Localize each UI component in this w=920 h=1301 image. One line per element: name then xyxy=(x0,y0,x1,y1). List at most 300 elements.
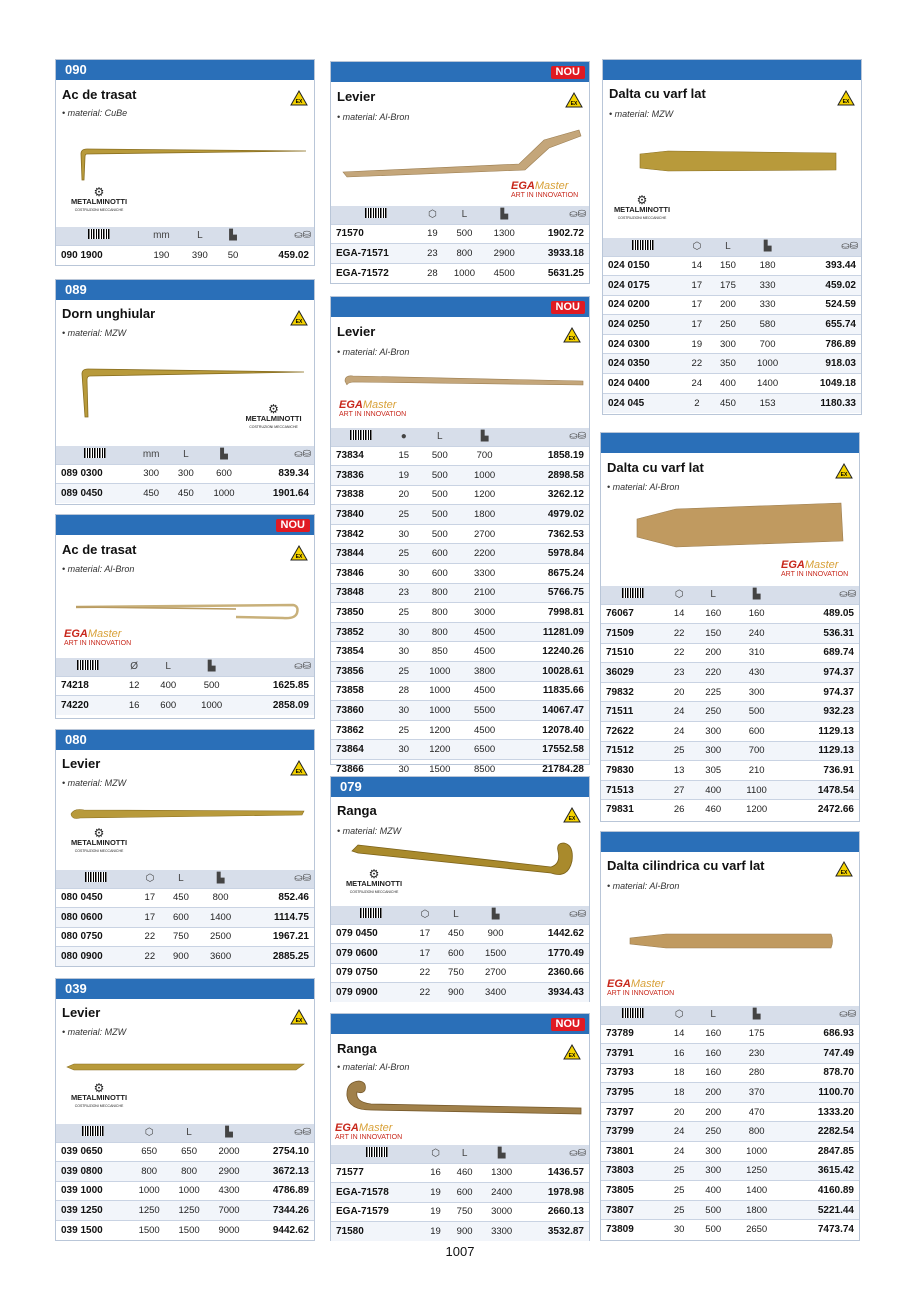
price-value: 11835.66 xyxy=(542,685,584,697)
table-row xyxy=(331,1183,589,1203)
length-value: 600 xyxy=(431,567,448,579)
table-row xyxy=(331,944,589,964)
size-value: 30 xyxy=(398,764,410,776)
table-row xyxy=(603,256,861,276)
card-header xyxy=(601,433,859,453)
length-value: 850 xyxy=(431,646,448,658)
size-value: 24 xyxy=(673,1145,685,1157)
product-card-dalta-cilindrica xyxy=(600,831,860,1241)
product-card-089 xyxy=(55,279,315,505)
weight-value: 175 xyxy=(748,1028,765,1040)
length-value: 800 xyxy=(431,607,448,619)
weight-icon: ▙ xyxy=(225,1127,233,1139)
card-header xyxy=(331,62,589,82)
crowbar-albron-image xyxy=(341,1076,586,1122)
table-row xyxy=(601,1220,859,1240)
group-code: 039 xyxy=(65,981,87,996)
weight-value: 6500 xyxy=(474,744,496,756)
article-code: 73836 xyxy=(336,469,364,481)
weight-value: 600 xyxy=(216,468,232,480)
size-value: 25 xyxy=(673,1185,685,1197)
weight-value: 1000 xyxy=(474,469,496,481)
brand-ega: EGA xyxy=(339,399,363,411)
table-row xyxy=(603,334,861,354)
card-header xyxy=(56,280,314,300)
article-code: 71510 xyxy=(606,647,634,659)
table-row xyxy=(56,484,314,504)
brand-master: Master xyxy=(358,1122,393,1134)
price-value: 524.59 xyxy=(825,299,856,311)
chisel-image xyxy=(638,148,838,174)
ega-master-logo xyxy=(64,630,131,648)
product-card-ac-albron xyxy=(55,514,315,719)
brand-sub: COSTRUZIONI MECCANICHE xyxy=(249,425,298,429)
weight-icon: ▙ xyxy=(229,230,237,242)
ex-label: EX xyxy=(295,554,303,560)
size-value: 1500 xyxy=(138,1224,160,1236)
ex-label: EX xyxy=(570,101,578,107)
spec-table xyxy=(601,1006,859,1240)
weight-value: 900 xyxy=(487,928,504,940)
article-code: 079 0750 xyxy=(336,967,378,979)
length-value: 500 xyxy=(431,489,448,501)
table-row xyxy=(331,466,589,486)
article-code: 039 1500 xyxy=(61,1224,103,1236)
size-value: 20 xyxy=(398,489,410,501)
size-value: 18 xyxy=(673,1067,685,1079)
price-value: 2858.09 xyxy=(272,700,309,712)
coins-icon: ⛀⛁ xyxy=(294,661,311,673)
product-material: • material: MZW xyxy=(609,109,674,119)
size-value: 24 xyxy=(673,725,685,737)
weight-value: 330 xyxy=(759,299,776,311)
brand-ega: EGA xyxy=(64,628,88,640)
product-material: • material: CuBe xyxy=(62,108,128,118)
table-row xyxy=(603,295,861,315)
weight-icon: ▙ xyxy=(220,449,228,461)
size-value: 28 xyxy=(398,685,410,697)
table-row xyxy=(601,780,859,800)
size-value: 19 xyxy=(430,1226,441,1238)
weight-value: 370 xyxy=(748,1087,765,1099)
col-diameter: Ø xyxy=(130,661,139,673)
price-value: 393.44 xyxy=(825,260,856,272)
weight-value: 1800 xyxy=(474,509,496,521)
size-value: 30 xyxy=(673,1224,685,1236)
ex-label: EX xyxy=(295,99,303,105)
ex-warning-icon xyxy=(835,463,853,479)
size-value: 14 xyxy=(673,608,685,620)
article-code: 039 0650 xyxy=(61,1146,103,1158)
table-row xyxy=(331,244,589,264)
weight-value: 240 xyxy=(748,627,765,639)
article-code: 71580 xyxy=(336,1226,364,1238)
coins-icon: ⛀⛁ xyxy=(839,1009,856,1021)
table-row xyxy=(331,1202,589,1222)
length-value: 500 xyxy=(431,450,448,462)
table-row xyxy=(331,622,589,642)
length-value: 600 xyxy=(448,947,464,959)
length-value: 500 xyxy=(456,228,473,240)
length-value: 250 xyxy=(720,319,736,331)
price-value: 1442.62 xyxy=(547,928,584,940)
article-code: 71511 xyxy=(606,706,634,718)
price-value: 655.74 xyxy=(825,319,856,331)
weight-value: 300 xyxy=(748,686,765,698)
product-title: Levier xyxy=(62,756,101,771)
card-header xyxy=(56,515,314,535)
size-value: 14 xyxy=(673,1028,685,1040)
new-badge: NOU xyxy=(276,519,310,532)
weight-icon: ▙ xyxy=(497,1148,506,1160)
product-material: • material: MZW xyxy=(62,778,127,788)
product-card-090 xyxy=(55,59,315,266)
article-code: 039 1000 xyxy=(61,1185,103,1197)
hexagon-icon: ⬡ xyxy=(692,241,702,253)
ex-label: EX xyxy=(840,870,848,876)
size-value: 2 xyxy=(694,397,700,409)
hexagon-icon: ⬡ xyxy=(145,873,155,885)
price-value: 2885.25 xyxy=(272,951,309,963)
size-value: 22 xyxy=(673,647,685,659)
article-code: 71513 xyxy=(606,784,634,796)
size-value: 16 xyxy=(128,700,140,712)
spec-table xyxy=(56,446,314,503)
size-value: 23 xyxy=(673,667,685,679)
product-card-dalta-albron xyxy=(600,432,860,822)
article-code: 71570 xyxy=(336,228,364,240)
circle-icon: ● xyxy=(400,431,407,443)
table-row xyxy=(56,1162,314,1182)
price-value: 7362.53 xyxy=(547,528,584,540)
article-code: EGA-71579 xyxy=(336,1206,389,1218)
ex-warning-icon xyxy=(290,1009,308,1025)
table-row xyxy=(331,740,589,760)
article-code: 73864 xyxy=(336,744,364,756)
size-value: 22 xyxy=(673,627,685,639)
weight-value: 280 xyxy=(748,1067,765,1079)
brand-sub: COSTRUZIONI MECCANICHE xyxy=(74,1104,124,1108)
size-value: 23 xyxy=(398,587,410,599)
brand-name: METALMINOTTI xyxy=(70,197,128,206)
article-code: 079 0600 xyxy=(336,947,378,959)
product-title: Dalta cu varf lat xyxy=(609,86,706,101)
price-value: 878.70 xyxy=(823,1067,854,1079)
ega-master-logo xyxy=(607,980,674,998)
weight-value: 2100 xyxy=(474,587,496,599)
table-row xyxy=(601,761,859,781)
product-title: Dalta cu varf lat xyxy=(607,460,704,475)
length-value: 600 xyxy=(431,548,448,560)
weight-value: 3000 xyxy=(491,1206,513,1218)
price-value: 459.02 xyxy=(278,249,309,261)
spec-table xyxy=(331,1145,589,1241)
ex-warning-icon xyxy=(290,90,308,106)
size-value: 17 xyxy=(691,279,703,291)
article-code: 73862 xyxy=(336,724,364,736)
weight-value: 1000 xyxy=(201,700,223,712)
weight-value: 4500 xyxy=(493,267,515,279)
article-code: 71577 xyxy=(336,1167,364,1179)
col-length: L xyxy=(710,589,716,601)
weight-value: 310 xyxy=(748,647,765,659)
price-value: 1180.33 xyxy=(820,397,856,409)
weight-value: 4300 xyxy=(218,1185,240,1197)
weight-value: 700 xyxy=(748,745,765,757)
price-value: 1902.72 xyxy=(547,228,584,240)
length-value: 400 xyxy=(720,377,736,389)
spec-table xyxy=(331,428,589,779)
weight-value: 430 xyxy=(748,667,765,679)
price-value: 1858.19 xyxy=(547,450,584,462)
barcode-icon xyxy=(622,588,644,598)
weight-value: 800 xyxy=(212,892,229,904)
cylindrical-chisel-image xyxy=(626,928,836,954)
hexagon-icon: ⬡ xyxy=(420,909,430,921)
price-value: 1967.21 xyxy=(272,931,309,943)
article-code: 74220 xyxy=(61,700,89,712)
article-code: 36029 xyxy=(606,667,634,679)
weight-value: 1000 xyxy=(213,488,235,500)
group-code: 080 xyxy=(65,732,87,747)
weight-value: 7000 xyxy=(218,1205,240,1217)
length-value: 900 xyxy=(173,951,189,963)
length-value: 160 xyxy=(705,1028,722,1040)
brand-sub: COSTRUZIONI MECCANICHE xyxy=(349,890,399,894)
hexagon-icon: ⬡ xyxy=(428,209,437,221)
table-row xyxy=(601,1024,859,1044)
article-code: 79830 xyxy=(606,765,634,777)
table-row xyxy=(331,720,589,740)
weight-value: 2700 xyxy=(474,528,496,540)
price-value: 10028.61 xyxy=(542,665,584,677)
length-value: 450 xyxy=(720,397,736,409)
table-row xyxy=(56,1220,314,1240)
article-code: 080 0750 xyxy=(61,931,103,943)
article-code: 024 0300 xyxy=(608,338,650,350)
length-value: 1500 xyxy=(178,1224,200,1236)
ex-warning-icon xyxy=(290,545,308,561)
weight-value: 4500 xyxy=(474,646,496,658)
brand-ega: EGA xyxy=(511,180,535,192)
weight-value: 8500 xyxy=(474,764,496,776)
brand-sub: COSTRUZIONI MECCANICHE xyxy=(74,849,124,853)
article-code: 080 0450 xyxy=(61,892,103,904)
price-value: 4979.02 xyxy=(547,509,584,521)
barcode-icon xyxy=(77,660,99,670)
size-value: 23 xyxy=(427,247,438,259)
coins-icon: ⛀⛁ xyxy=(294,230,311,242)
length-value: 1200 xyxy=(429,744,451,756)
weight-value: 3300 xyxy=(491,1226,513,1238)
price-value: 7998.81 xyxy=(547,607,584,619)
price-value: 7344.26 xyxy=(272,1205,309,1217)
length-value: 200 xyxy=(720,299,736,311)
size-value: 19 xyxy=(398,469,410,481)
size-value: 22 xyxy=(144,951,156,963)
size-value: 25 xyxy=(673,745,685,757)
length-value: 500 xyxy=(431,528,448,540)
size-value: 20 xyxy=(673,1106,685,1118)
length-value: 900 xyxy=(448,987,464,999)
weight-value: 5500 xyxy=(474,705,496,717)
article-code: 024 045 xyxy=(608,397,645,409)
article-code: 73854 xyxy=(336,646,364,658)
size-value: 25 xyxy=(398,665,410,677)
weight-value: 4500 xyxy=(474,724,496,736)
price-value: 21784.28 xyxy=(542,764,584,776)
price-value: 3262.12 xyxy=(547,489,584,501)
length-value: 160 xyxy=(705,1067,722,1079)
article-code: EGA-71578 xyxy=(336,1186,389,1198)
ex-label: EX xyxy=(295,769,303,775)
price-value: 4160.89 xyxy=(817,1185,854,1197)
size-value: 17 xyxy=(419,928,431,940)
size-value: 17 xyxy=(144,892,156,904)
weight-value: 210 xyxy=(748,765,765,777)
barcode-icon xyxy=(85,872,107,882)
table-row xyxy=(331,1163,589,1183)
price-value: 12240.26 xyxy=(542,646,584,658)
price-value: 1129.13 xyxy=(818,725,854,737)
table-row xyxy=(56,927,314,947)
table-row xyxy=(331,681,589,701)
price-value: 14067.47 xyxy=(542,705,584,717)
size-value: 15 xyxy=(398,450,410,462)
article-code: 080 0900 xyxy=(61,951,103,963)
size-value: 30 xyxy=(398,705,410,717)
brand-name: METALMINOTTI xyxy=(345,879,403,888)
article-code: 72622 xyxy=(606,725,634,737)
weight-icon: ▙ xyxy=(216,873,225,885)
length-value: 300 xyxy=(705,745,722,757)
ega-master-logo xyxy=(339,401,406,419)
spec-table xyxy=(603,238,861,413)
col-length: L xyxy=(461,209,468,221)
size-value: 18 xyxy=(673,1087,685,1099)
price-value: 2472.66 xyxy=(817,804,854,816)
size-value: 800 xyxy=(141,1165,158,1177)
size-value: 28 xyxy=(427,267,438,279)
length-value: 450 xyxy=(177,488,194,500)
table-row xyxy=(331,963,589,983)
table-row xyxy=(56,1181,314,1201)
size-value: 25 xyxy=(398,724,410,736)
barcode-icon xyxy=(84,448,106,458)
price-value: 4786.89 xyxy=(272,1185,309,1197)
length-value: 300 xyxy=(720,338,736,350)
coins-icon: ⛀⛁ xyxy=(294,1127,311,1139)
article-code: 73838 xyxy=(336,489,364,501)
table-row xyxy=(56,1142,314,1162)
length-value: 150 xyxy=(720,260,736,272)
article-code: 039 0800 xyxy=(61,1165,103,1177)
price-value: 459.02 xyxy=(825,279,856,291)
product-card-levier-albron-1 xyxy=(330,61,590,284)
price-value: 11281.09 xyxy=(542,626,584,638)
price-value: 786.89 xyxy=(825,338,856,350)
weight-value: 1800 xyxy=(746,1204,768,1216)
product-material: • material: MZW xyxy=(62,1027,127,1037)
article-code: 024 0200 xyxy=(608,299,650,311)
brand-tag: ART IN INNOVATION xyxy=(335,1134,403,1141)
size-value: 24 xyxy=(673,706,685,718)
weight-value: 50 xyxy=(227,249,239,261)
length-value: 175 xyxy=(720,279,736,291)
weight-value: 1400 xyxy=(746,1185,768,1197)
table-row xyxy=(601,1161,859,1181)
length-value: 1000 xyxy=(429,665,451,677)
length-value: 160 xyxy=(705,608,722,620)
product-card-dalta-mzw xyxy=(602,59,862,415)
coins-icon: ⛀⛁ xyxy=(569,431,586,443)
barcode-icon xyxy=(632,240,654,250)
article-code: 73801 xyxy=(606,1145,634,1157)
table-row xyxy=(601,624,859,644)
weight-value: 1300 xyxy=(493,228,515,240)
metalminotti-logo: ⚙ METALMINOTTI COSTRUZIONI MECCANICHE xyxy=(64,1084,134,1111)
col-length: L xyxy=(710,1009,716,1021)
size-value: 24 xyxy=(691,377,703,389)
product-title: Ranga xyxy=(337,803,377,818)
length-value: 800 xyxy=(431,626,448,638)
weight-value: 800 xyxy=(748,1126,765,1138)
weight-value: 1000 xyxy=(746,1145,768,1157)
length-value: 460 xyxy=(456,1167,473,1179)
price-value: 1478.54 xyxy=(817,784,854,796)
length-value: 800 xyxy=(431,587,448,599)
price-value: 5221.44 xyxy=(817,1204,854,1216)
price-value: 1114.75 xyxy=(273,911,309,923)
card-header xyxy=(56,60,314,80)
weight-value: 1000 xyxy=(756,358,779,370)
size-value: 20 xyxy=(673,686,685,698)
product-title: Dalta cilindrica cu varf lat xyxy=(607,858,765,873)
price-value: 5766.75 xyxy=(547,587,584,599)
group-code: 089 xyxy=(65,282,87,297)
table-row xyxy=(601,1200,859,1220)
weight-value: 2900 xyxy=(218,1165,240,1177)
coins-icon: ⛀⛁ xyxy=(841,241,858,253)
price-value: 2282.54 xyxy=(817,1126,854,1138)
article-code: 73858 xyxy=(336,685,364,697)
price-value: 1333.20 xyxy=(817,1106,854,1118)
price-value: 974.37 xyxy=(823,667,854,679)
length-value: 300 xyxy=(705,1165,722,1177)
spec-table xyxy=(56,227,314,265)
length-value: 500 xyxy=(705,1224,722,1236)
scriber-image xyxy=(66,140,311,190)
size-value: 30 xyxy=(398,567,410,579)
col-length: L xyxy=(165,661,171,673)
size-value: 30 xyxy=(398,528,410,540)
table-row xyxy=(603,374,861,394)
table-row xyxy=(603,315,861,335)
col-length: L xyxy=(453,909,459,921)
size-value: 30 xyxy=(398,744,410,756)
price-value: 3934.43 xyxy=(547,987,584,999)
price-value: 2660.13 xyxy=(547,1206,584,1218)
weight-value: 4500 xyxy=(474,685,496,697)
length-value: 225 xyxy=(705,686,722,698)
table-row xyxy=(601,800,859,820)
ega-master-logo xyxy=(335,1124,402,1142)
price-value: 918.03 xyxy=(825,358,856,370)
brand-master: Master xyxy=(362,399,397,411)
article-code: 73860 xyxy=(336,705,364,717)
product-material: • material: Al-Bron xyxy=(337,112,410,122)
hexagon-icon: ⬡ xyxy=(431,1148,440,1160)
